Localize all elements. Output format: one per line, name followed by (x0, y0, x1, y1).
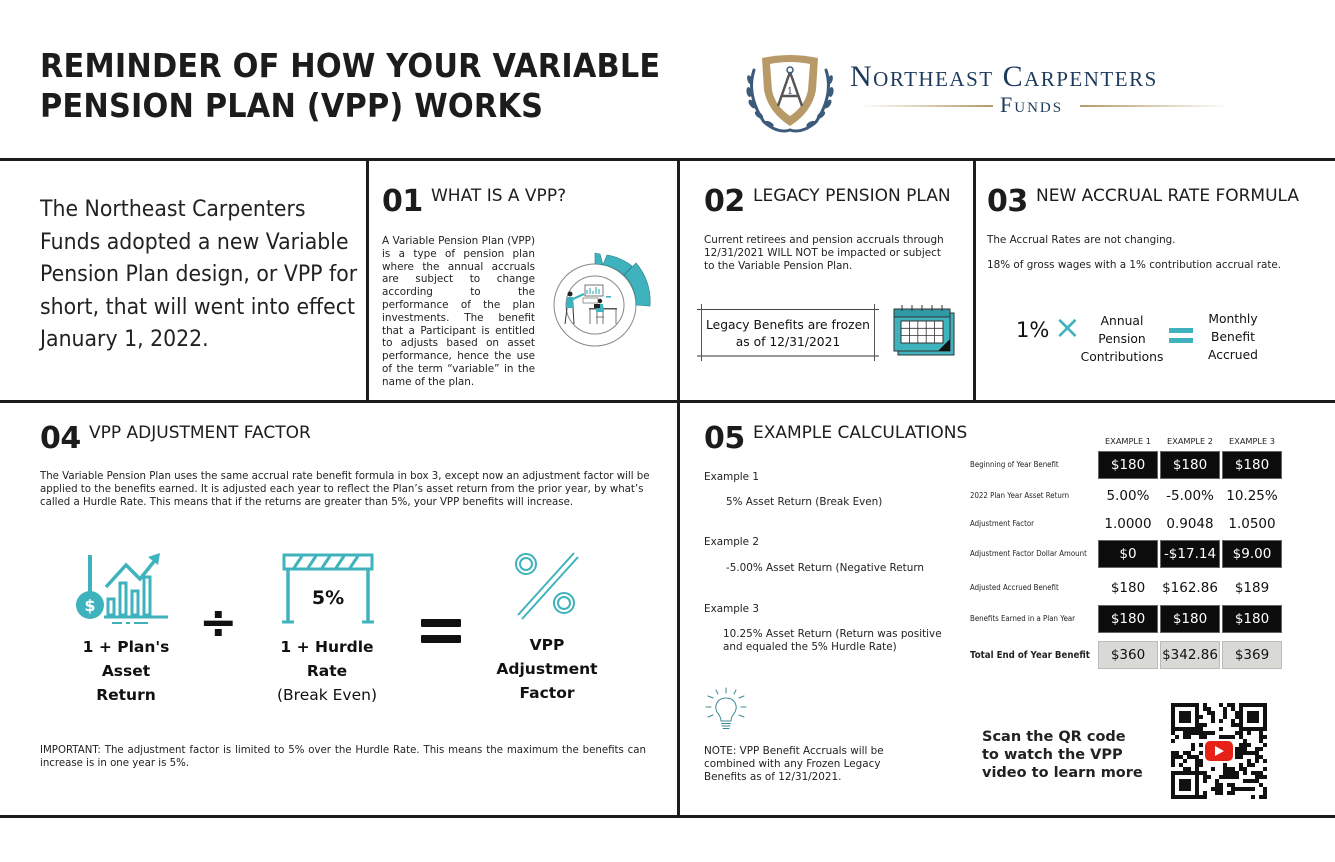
times-icon: × (1054, 308, 1081, 346)
example-2-desc: -5.00% Asset Return (Negative Return (726, 562, 925, 574)
example-3-desc-line1: 10.25% Asset Return (Return was positive (723, 628, 942, 640)
row-label: Adjustment Factor (970, 519, 1034, 528)
percent-icon (512, 549, 582, 621)
example-3-label: Example 3 (704, 603, 759, 615)
note-text: NOTE: VPP Benefit Accruals will be combined with any Frozen Legacy Benefits as of 12/31/2021. (704, 745, 884, 783)
result-line: VPP (529, 636, 565, 654)
logo-rule-right (1080, 105, 1230, 107)
formula-term-line: Pension (1098, 332, 1146, 346)
table-cell: $342.86 (1160, 641, 1220, 669)
lightbulb-icon (702, 686, 750, 732)
example-2-label: Example 2 (704, 536, 759, 548)
divider-bottom (0, 815, 1335, 818)
box-number: 01 (382, 184, 423, 219)
divider-v1 (366, 160, 369, 402)
logo-sub: Funds (1000, 92, 1064, 117)
table-cell: $189 (1234, 580, 1270, 596)
box-05-example-calculations (680, 403, 1335, 815)
box-number: 04 (40, 421, 81, 456)
row-label: 2022 Plan Year Asset Return (970, 491, 1070, 500)
qr-text-line: to watch the VPP (982, 747, 1123, 763)
logo-name: Northeast Carpenters (850, 60, 1158, 93)
table-cell: $180 (1222, 451, 1282, 479)
legacy-frozen-line2: as of 12/31/2021 (735, 335, 841, 349)
svg-text:1: 1 (787, 87, 793, 97)
legacy-frozen-line1: Legacy Benefits are frozen (706, 318, 870, 332)
accrual-line-1: The Accrual Rates are not changing. (987, 234, 1176, 246)
example-1-desc: 5% Asset Return (Break Even) (726, 496, 883, 508)
row-label: Beginning of Year Benefit (970, 460, 1059, 469)
table-cell: 10.25% (1226, 488, 1278, 504)
box-title: LEGACY PENSION PLAN (753, 186, 951, 206)
formula-term-line: Contributions (1080, 350, 1164, 364)
box-04-vpp-adjustment-factor (0, 403, 677, 815)
table-cell: -$17.14 (1160, 540, 1220, 568)
row-label: Adjusted Accrued Benefit (970, 583, 1059, 592)
formula-term-contributions (1076, 312, 1168, 366)
column-header: EXAMPLE 3 (1229, 436, 1275, 446)
box-body: The Variable Pension Plan uses the same accrual rate benefit formula in box 3, except now an adjustment factor will be applied to the benefits earned. It is adjusted each year to reflect the Plan’s asset return from the prior year, by what’s called a Hurdle Rate. This means that if the returns are greater than 5%, your VPP benefits will increase. (40, 471, 650, 508)
box-01-what-is-vpp (370, 160, 676, 400)
legacy-frozen-callout (697, 309, 879, 357)
equals-icon (1169, 328, 1193, 343)
box-body: Current retirees and pension accruals through 12/31/2021 WILL NOT be impacted or subject to the Variable Pension Plan. (704, 234, 944, 272)
page-title (40, 46, 666, 126)
row-label: Benefits Earned in a Plan Year (970, 614, 1076, 623)
row-label: Adjustment Factor Dollar Amount (970, 549, 1087, 558)
row-label: Total End of Year Benefit (970, 650, 1090, 661)
box-number: 03 (987, 184, 1028, 219)
formula-result-line: Monthly (1208, 312, 1258, 326)
table-cell: $180 (1160, 451, 1220, 479)
table-cell: $180 (1098, 451, 1158, 479)
qr-text-line: Scan the QR code (982, 729, 1126, 745)
example-1-label: Example 1 (704, 471, 759, 483)
formula-result-line: Benefit (1211, 330, 1255, 344)
page-title-line1: REMINDER OF HOW YOUR VARIABLE (40, 46, 661, 85)
table-cell: 5.00% (1106, 488, 1150, 504)
asset-growth-chart-icon (68, 551, 178, 627)
northeast-carpenters-logo (740, 50, 1240, 135)
equals-icon (421, 619, 461, 643)
table-cell: $9.00 (1222, 540, 1282, 568)
formula-result-line: Accrued (1208, 348, 1258, 362)
qr-code-youtube[interactable] (1171, 703, 1267, 799)
box-title: VPP ADJUSTMENT FACTOR (89, 423, 311, 443)
box-number: 02 (704, 184, 745, 219)
term-line: Asset (101, 662, 151, 680)
table-cell: $0 (1098, 540, 1158, 568)
table-cell: $180 (1222, 605, 1282, 633)
table-cell: 1.0500 (1228, 516, 1276, 532)
table-cell: 1.0000 (1104, 516, 1152, 532)
result-line: Factor (519, 684, 575, 702)
result-line: Adjustment (496, 660, 598, 678)
example-3-desc-line2: and equaled the 5% Hurdle Rate) (723, 641, 897, 653)
table-cell: 0.9048 (1166, 516, 1214, 532)
table-cell: $180 (1160, 605, 1220, 633)
column-header: EXAMPLE 1 (1105, 436, 1151, 446)
svg-text:$: $ (84, 596, 96, 615)
term-line: 1 + Plan's (82, 638, 170, 656)
people-with-chart-donut-icon (550, 250, 660, 350)
calendar-icon (892, 305, 958, 359)
table-cell: $369 (1222, 641, 1282, 669)
term-plan-asset-return (66, 635, 186, 707)
column-header: EXAMPLE 2 (1167, 436, 1213, 446)
important-note: IMPORTANT: The adjustment factor is limited to 5% over the Hurdle Rate. This means the maximum the benefits can increase is in one year is 5%. (40, 745, 646, 769)
box-title: WHAT IS A VPP? (431, 186, 567, 206)
divide-icon: ÷ (199, 595, 238, 649)
table-cell: -5.00% (1166, 488, 1214, 504)
formula-result-monthly-benefit (1196, 310, 1270, 364)
box-03-new-accrual-rate-formula (976, 160, 1335, 400)
term-line: (Break Even) (276, 686, 378, 704)
table-cell: $360 (1098, 641, 1158, 669)
formula-term-line: Annual (1100, 314, 1144, 328)
term-line: Rate (306, 662, 348, 680)
qr-text-line: video to learn more (982, 765, 1143, 781)
box-02-legacy-pension-plan (680, 160, 972, 400)
box-body: A Variable Pension Plan (VPP) is a type of pension plan where the annual accruals are subject to change according to the performance of the plan investments. The benefit that a Participant is entitled to adjusts based on asset performance, hence the use of the term “variable” in the name of the plan. (382, 235, 535, 388)
result-vpp-adjustment-factor (486, 633, 608, 705)
box-number: 05 (704, 421, 745, 456)
term-line: Return (96, 686, 156, 704)
table-cell: $162.86 (1162, 580, 1218, 596)
accrual-line-2: 18% of gross wages with a 1% contribution accrual rate. (987, 259, 1282, 271)
formula-rate: 1% (1016, 318, 1050, 342)
page-title-line2: PENSION PLAN (VPP) WORKS (40, 86, 544, 125)
table-cell: $180 (1110, 580, 1146, 596)
term-hurdle-rate (262, 635, 392, 707)
qr-instructions (982, 728, 1143, 782)
box-title: NEW ACCRUAL RATE FORMULA (1036, 186, 1300, 206)
logo-rule-left (858, 105, 993, 107)
box-title: EXAMPLE CALCULATIONS (753, 423, 968, 443)
intro-text: The Northeast Carpenters Funds adopted a new Variable Pension Plan design, or VPP for short, that will went into effect January 1, 2022. (40, 197, 358, 352)
term-line: 1 + Hurdle (280, 638, 374, 656)
example-calculations-table (970, 433, 1300, 673)
hurdle-rate-value: 5% (311, 587, 345, 609)
shield-laurel-crest-icon (740, 50, 840, 135)
table-cell: $180 (1098, 605, 1158, 633)
